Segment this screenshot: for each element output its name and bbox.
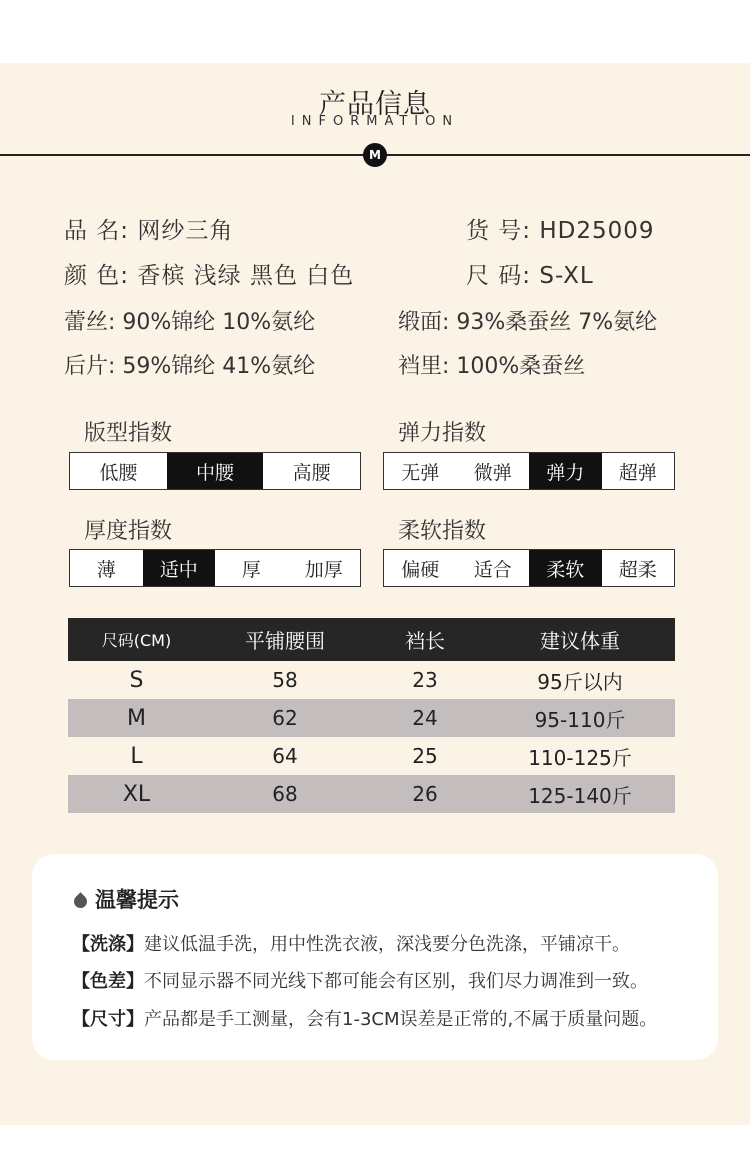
cell-weight: 125-140斤 [528, 783, 632, 808]
table-row [68, 699, 675, 737]
tips-card [32, 854, 718, 1060]
cell-crotch: 26 [412, 782, 438, 806]
item-number: 货 号: HD25009 [466, 218, 655, 244]
thickness-option: 加厚 [304, 558, 343, 581]
tips-title: 温馨提示 [95, 888, 179, 912]
cell-weight: 110-125斤 [528, 745, 632, 770]
softness-index-scale [383, 549, 675, 587]
size-table-header [68, 618, 675, 661]
table-row [68, 775, 675, 813]
thickness-index-scale [69, 549, 361, 587]
thickness-option: 厚 [241, 558, 261, 581]
tip-tag: 【尺寸】 [72, 1009, 144, 1030]
m-badge-icon: M [363, 143, 387, 167]
header-weight: 建议体重 [540, 629, 620, 653]
cell-crotch: 25 [412, 744, 438, 768]
cell-waist: 58 [272, 668, 298, 692]
softness-option: 超柔 [618, 558, 657, 581]
tip-wash [72, 930, 630, 956]
fit-option: 高腰 [292, 461, 331, 484]
softness-option: 偏硬 [401, 558, 440, 581]
elastic-option: 超弹 [618, 461, 657, 484]
elastic-index-title: 弹力指数 [398, 421, 487, 446]
table-row [68, 661, 675, 699]
drop-icon [71, 892, 89, 910]
tip-color [72, 967, 648, 993]
cell-waist: 64 [272, 744, 298, 768]
product-sizes: 尺 码: S-XL [466, 263, 594, 289]
header-size: 尺码(CM) [101, 631, 172, 650]
cell-size: XL [122, 781, 151, 807]
softness-option: 适合 [473, 558, 512, 581]
cell-size: M [127, 705, 146, 731]
elastic-option-selected: 弹力 [529, 453, 602, 489]
cell-size: L [130, 743, 143, 769]
back-composition: 后片: 59%锦纶 41%氨纶 [64, 354, 316, 379]
cell-size: S [129, 667, 144, 693]
tip-text: 建议低温手洗，用中性洗衣液，深浅要分色洗涤，平铺凉干。 [144, 934, 630, 955]
elastic-index-scale [383, 452, 675, 490]
satin-composition: 缎面: 93%桑蚕丝 7%氨纶 [398, 310, 658, 335]
fit-option-selected: 中腰 [167, 453, 264, 489]
tip-tag: 【色差】 [72, 971, 144, 992]
fit-index-scale [69, 452, 361, 490]
size-table [68, 618, 675, 813]
cell-crotch: 24 [412, 706, 438, 730]
product-colors: 颜 色: 香槟 浅绿 黑色 白色 [64, 263, 355, 289]
thickness-option-selected: 适中 [143, 550, 216, 586]
product-name: 品 名: 网纱三角 [64, 218, 234, 244]
tip-text: 产品都是手工测量，会有1-3CM误差是正常的,不属于质量问题。 [144, 1009, 658, 1030]
tips-heading [74, 884, 179, 914]
softness-index-title: 柔软指数 [398, 519, 487, 544]
cell-weight: 95-110斤 [534, 707, 626, 732]
fit-option: 低腰 [99, 461, 138, 484]
tip-size [72, 1005, 657, 1031]
header-crotch: 裆长 [405, 629, 445, 653]
table-row [68, 737, 675, 775]
cell-crotch: 23 [412, 668, 438, 692]
softness-option-selected: 柔软 [529, 550, 602, 586]
header-waist: 平铺腰围 [245, 629, 325, 653]
lining-composition: 裆里: 100%桑蚕丝 [398, 354, 586, 379]
cell-waist: 62 [272, 706, 298, 730]
cell-waist: 68 [272, 782, 298, 806]
elastic-option: 无弹 [401, 461, 440, 484]
thickness-option: 薄 [96, 558, 116, 581]
cell-weight: 95斤以内 [537, 669, 623, 694]
page-title: 产品信息 [319, 89, 431, 120]
elastic-option: 微弹 [473, 461, 512, 484]
tip-tag: 【洗涤】 [72, 934, 144, 955]
thickness-index-title: 厚度指数 [84, 519, 173, 544]
page-subtitle: INFORMATION [290, 114, 460, 129]
fit-index-title: 版型指数 [84, 421, 173, 446]
lace-composition: 蕾丝: 90%锦纶 10%氨纶 [64, 310, 316, 335]
tip-text: 不同显示器不同光线下都可能会有区别，我们尽力调准到一致。 [144, 971, 648, 992]
